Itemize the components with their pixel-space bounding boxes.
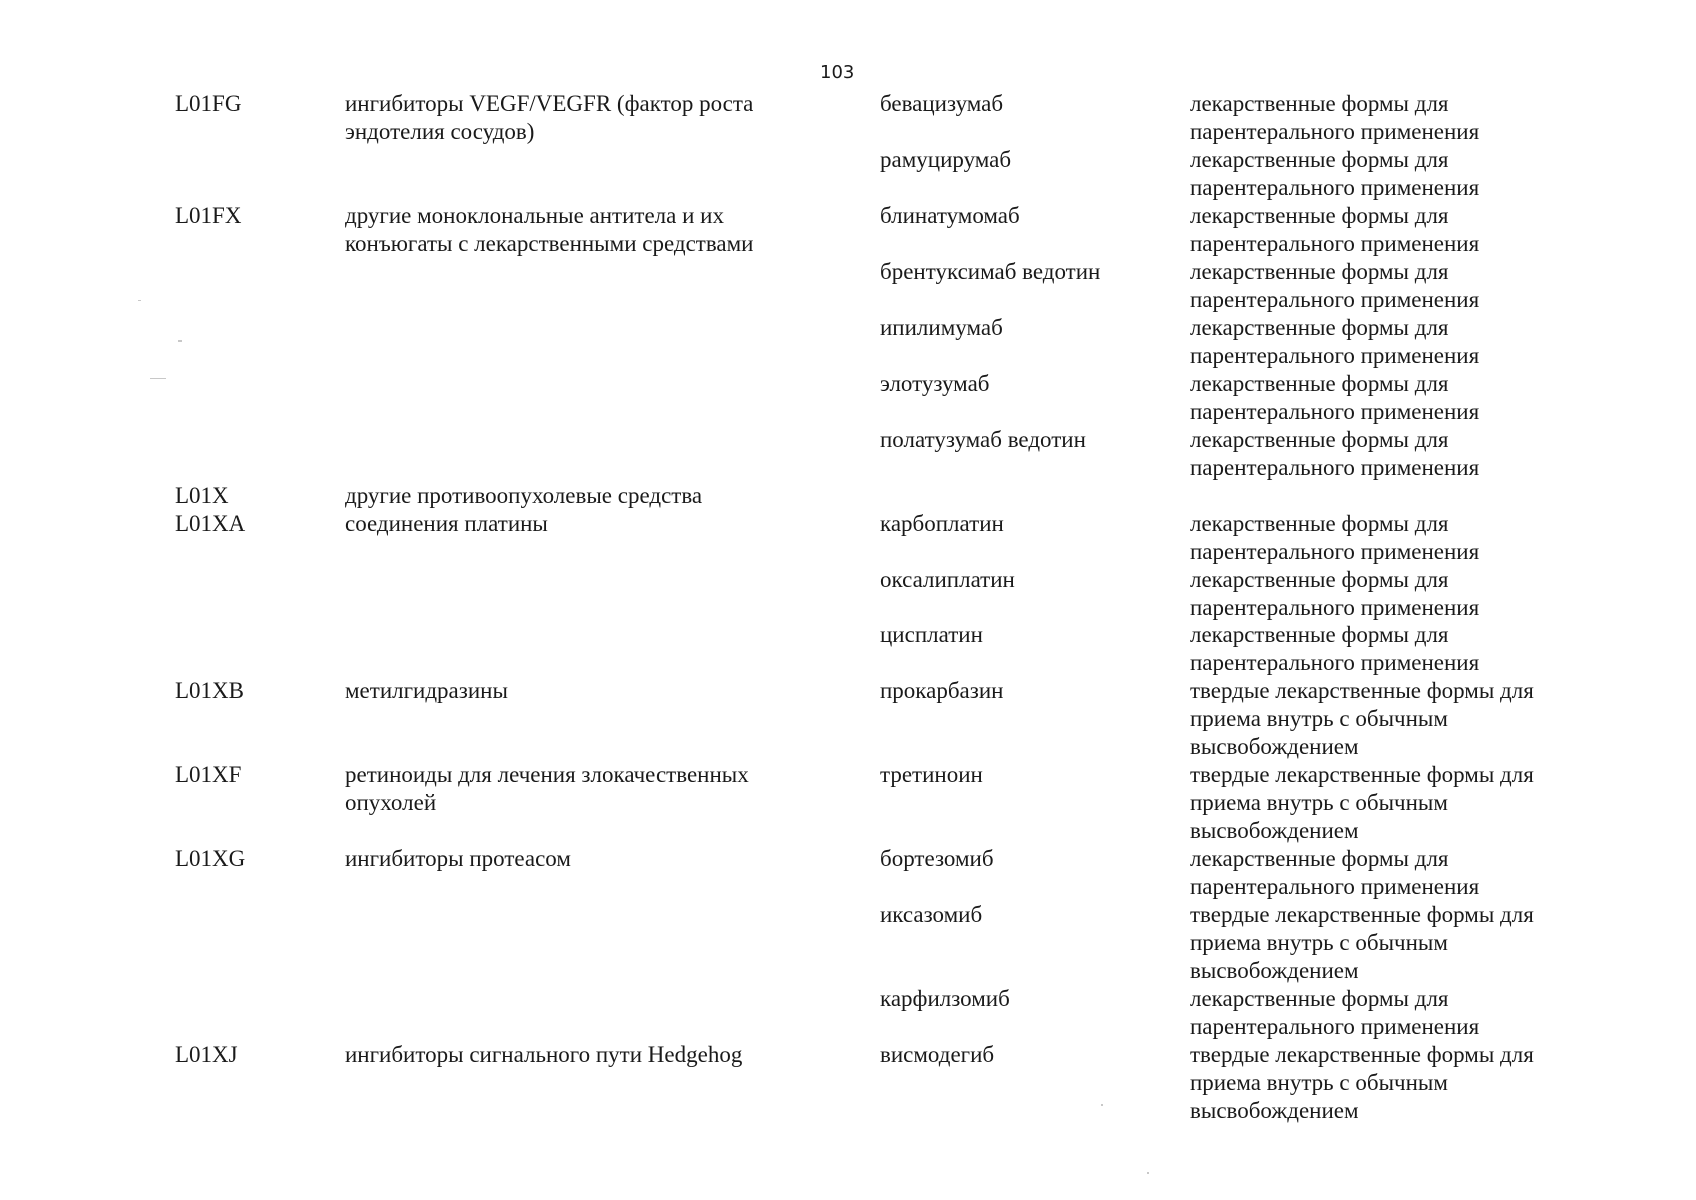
anatomical-therapeutic-group: соединения платины (345, 511, 548, 536)
scan-speck (138, 300, 141, 301)
drug-name: иксазомиб (880, 902, 983, 927)
drug-name: третиноин (880, 762, 983, 787)
atc-code: L01XF (175, 762, 242, 787)
drug-name: полатузумаб ведотин (880, 427, 1086, 452)
atc-code: L01FX (175, 203, 242, 228)
drug-name: ипилимумаб (880, 315, 1003, 340)
dosage-form: лекарственные формы для парентерального применения (1190, 371, 1480, 424)
dosage-form: лекарственные формы для парентерального применения (1190, 259, 1480, 312)
drug-name: рамуцирумаб (880, 147, 1012, 172)
anatomical-therapeutic-group: ретиноиды для лечения злокачественных опухолей (345, 762, 749, 815)
drug-name: карбоплатин (880, 511, 1004, 536)
anatomical-therapeutic-group: метилгидразины (345, 678, 508, 703)
drug-name: бевацизумаб (880, 91, 1004, 116)
anatomical-therapeutic-group: ингибиторы сигнального пути Hedgehog (345, 1042, 743, 1067)
dosage-form: лекарственные формы для парентерального применения (1190, 622, 1480, 675)
drug-name: карфилзомиб (880, 986, 1010, 1011)
drug-name: элотузумаб (880, 371, 990, 396)
atc-code: L01XJ (175, 1042, 238, 1067)
scan-speck (1147, 1172, 1149, 1174)
drug-name: оксалиплатин (880, 567, 1015, 592)
drug-name: цисплатин (880, 622, 983, 647)
scan-speck (1101, 1104, 1103, 1106)
scan-speck (150, 378, 166, 379)
atc-code: L01XG (175, 846, 246, 871)
dosage-form: лекарственные формы для парентерального применения (1190, 846, 1480, 899)
dosage-form: лекарственные формы для парентерального применения (1190, 91, 1480, 144)
dosage-form: лекарственные формы для парентерального применения (1190, 986, 1480, 1039)
dosage-form: твердые лекарственные формы для приема внутрь с обычным высвобождением (1190, 1042, 1534, 1123)
atc-code: L01X (175, 483, 229, 508)
dosage-form: лекарственные формы для парентерального применения (1190, 427, 1480, 480)
drug-name: бортезомиб (880, 846, 994, 871)
drug-name: брентуксимаб ведотин (880, 259, 1101, 284)
dosage-form: лекарственные формы для парентерального применения (1190, 203, 1480, 256)
dosage-form: лекарственные формы для парентерального применения (1190, 315, 1480, 368)
dosage-form: лекарственные формы для парентерального применения (1190, 511, 1480, 564)
drug-name: прокарбазин (880, 678, 1004, 703)
dosage-form: лекарственные формы для парентерального применения (1190, 147, 1480, 200)
dosage-form: твердые лекарственные формы для приема внутрь с обычным высвобождением (1190, 902, 1534, 983)
dosage-form: твердые лекарственные формы для приема внутрь с обычным высвобождением (1190, 762, 1534, 843)
anatomical-therapeutic-group: другие моноклональные антитела и их конъюгаты с лекарственными средствами (345, 203, 754, 256)
atc-code: L01FG (175, 91, 242, 116)
drug-name: блинатумомаб (880, 203, 1020, 228)
atc-code: L01XB (175, 678, 244, 703)
anatomical-therapeutic-group: другие противоопухолевые средства (345, 483, 703, 508)
scan-speck (178, 340, 182, 342)
dosage-form: твердые лекарственные формы для приема внутрь с обычным высвобождением (1190, 678, 1534, 759)
page-number: 103 (820, 62, 855, 83)
anatomical-therapeutic-group: ингибиторы VEGF/VEGFR (фактор роста эндотелия сосудов) (345, 91, 754, 144)
dosage-form: лекарственные формы для парентерального применения (1190, 567, 1480, 620)
anatomical-therapeutic-group: ингибиторы протеасом (345, 846, 571, 871)
drug-name: висмодегиб (880, 1042, 995, 1067)
atc-code: L01XA (175, 511, 246, 536)
